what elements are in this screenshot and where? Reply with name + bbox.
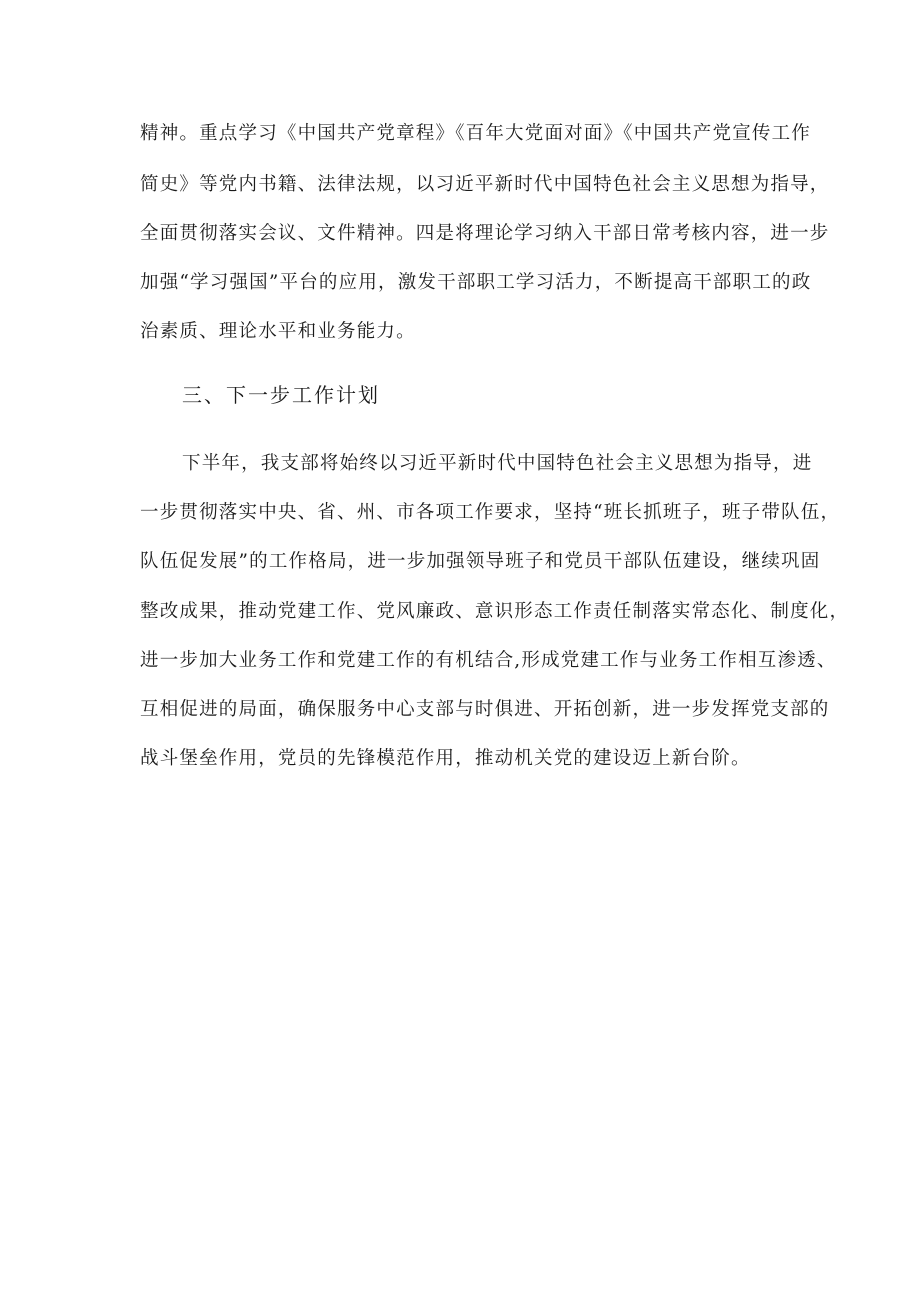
paragraph-line: 精神。重点学习《中国共产党章程》《百年大党面对面》《中国共产党宣传工作 [140,123,812,144]
paragraph-line: 加强“学习强国”平台的应用，激发干部职工学习活力，不断提高干部职工的政 [140,272,812,293]
paragraph-line: 队伍促发展”的工作格局，进一步加强领导班子和党员干部队伍建设，继续巩固 [140,551,821,572]
paragraph-line: 战斗堡垒作用，党员的先锋模范作用，推动机关党的建设迈上新台阶。 [140,748,751,769]
section-heading: 三、下一步工作计划 [182,383,380,407]
paragraph-line: 一步贯彻落实中央、省、州、市各项工作要求，坚持“班长抓班子，班子带队伍， [140,502,841,523]
paragraph-line: 互相促进的局面，确保服务中心支部与时俱进、开拓创新，进一步发挥党支部的 [140,699,830,720]
paragraph-line: 下半年，我支部将始终以习近平新时代中国特色社会主义思想为指导，进 [182,453,813,474]
paragraph-line: 进一步加大业务工作和党建工作的有机结合,形成党建工作与业务工作相互渗透、 [140,650,837,671]
paragraph-line: 简史》等党内书籍、法律法规，以习近平新时代中国特色社会主义思想为指导， [140,174,830,195]
paragraph-line: 治素质、理论水平和业务能力。 [140,321,416,342]
paragraph-line: 全面贯彻落实会议、文件精神。四是将理论学习纳入干部日常考核内容，进一步 [140,223,830,244]
paragraph-line: 整改成果，推动党建工作、党风廉政、意识形态工作责任制落实常态化、制度化， [140,601,850,622]
